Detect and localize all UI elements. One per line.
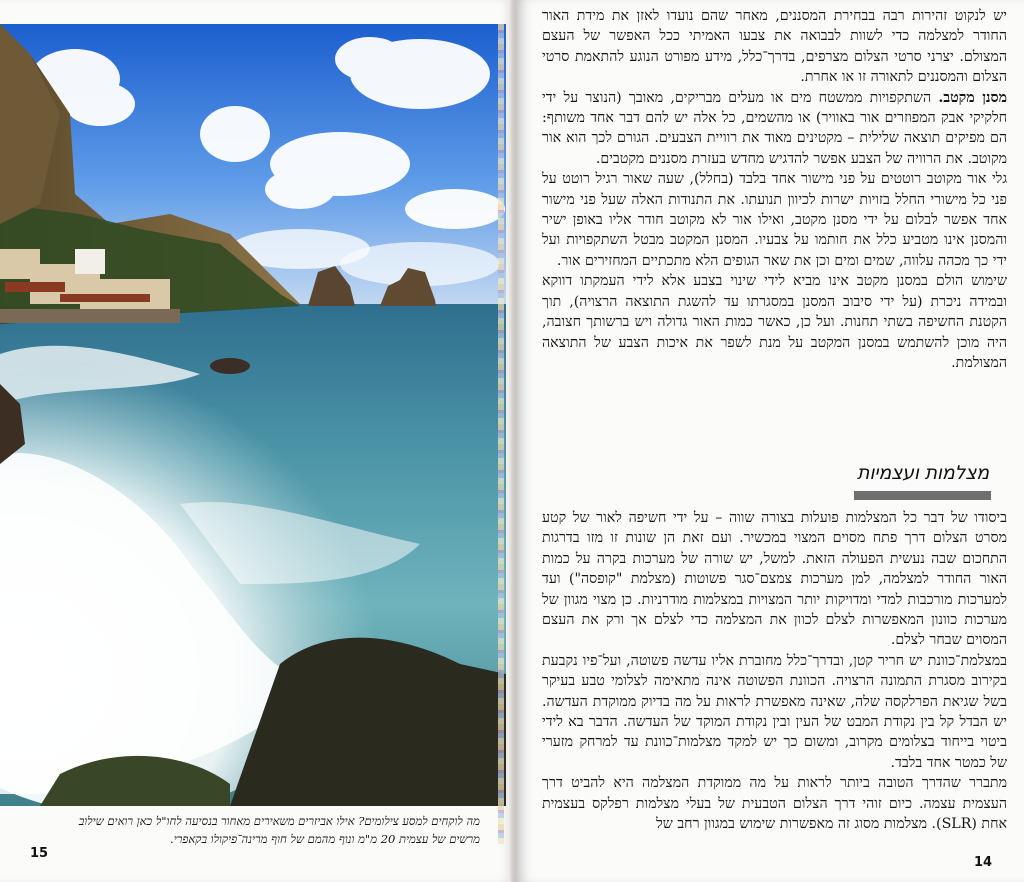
paragraph-text: גלי אור מקוטב רוטטים על פני מישור אחד בלבד (בחלל), שעה שאור רגיל רוטט על פני כל מישורי החלל בזויות ישרות לכיוון תנועתו. את התנודות האלה שעל פני מישור אחד אפשר לבלום על ידי מסנן מקטב, ואילו אור לא מקוטב חודר אליו באופן ישיר והמסנן אינו מטביע כלל את חותמו על צבעיו. המסנן המקטב מבטל השתקפויות ועל ידי כך מכהה עלווה, שמים ומים וכן את שאר הגופים הלא מתכתיים המחזירים אור. [542,171,1007,269]
page-number-left: 15 [30,846,49,861]
cameras-text-block [542,508,1007,835]
heading-underline-bar [854,491,991,500]
paragraph [542,169,1007,271]
paragraph [542,508,1007,651]
filter-text-block [542,6,1007,373]
paragraph [542,6,1007,88]
paragraph-text: במצלמת־כוונת יש חריר קטן, ובדרך־כלל מחוברת אליו עדשה פשוטה, ועל־פיו נקבעת בקירוב מסגרת התמונה הרצויה. הכוונת הפשוטה אינה מתאימה לצלומי טבע בעיקר בשל שגיאת הפרלקסה שלה, שאינה מאפשרת לראות על מה בדיוק ממוקדת העדשה. יש הבדל קל בין נקודת המבט של העין ובין נקודת המוקד של העדשה. הדבר בא לידי ביטוי בייחוד בצלומים מקרוב, ומשום כך יש למקד מצלמות־כוונת עד למרחק מזערי של כמטר אחד בלבד. [542,652,1007,771]
paragraph [542,773,1007,834]
color-bar-strip [498,24,504,844]
photo-caption: מה לוקחים למסע צילומים? אילו אביזרים משאירים מאחור בנסיעה לחו"ל כאן רואים שילוב מרשים של עצמית 20 מ"מ ונוף מהמם של חוף מרינה־פיקולו בקאפרי. [78,814,480,846]
right-page [515,0,1024,882]
paragraph-text: מתברר שהדרך הטובה ביותר לראות על מה ממוקדת המצלמה היא להביט דרך העצמית עצמה. כיום זוהי דרך הצלום הטבעית של בעלי מצלמות רפלקס בעצמית אחת (SLR). מצלמות מסוג זה מאפשרות שימוש במגוון רחב של [542,775,1007,833]
paragraph-text: יש לנקוט זהירות רבה בבחירת המסננים, מאחר שהם נועדו לאזן את מידת האור החודר למצלמה כדי לשוות לבבואה את צבעו האמיתי ככל האפשר של העצם המצולם. יצרני סרטי הצלום מצרפים, בדרך־כלל, מידע מפורט הנוגע להתאמת סרטי הצלום והמסננים לתאורה זו או אחרת. [542,8,1007,86]
paragraph [542,271,1007,373]
paragraph-text: שימוש הולם במסנן מקטב אינו מביא לידי שינוי בצבע אלא לידי העמקתו דווקא ובמידה ניכרת (על ידי סיבוב המסנן במסגרתו עד להשגת התוצאה הרצויה), תוך הקטנת החשיפה בשתי תחנות. ועל כן, כאשר כמות האור גדולה ויש ברשותך חצובה, היה מוכן להשתמש במסנן המקטב על מנת לשפר את איכות הצבע של התוצאה המצולמת. [542,273,1007,371]
paragraph-text: השתקפויות ממשטח מים או מעלים מבריקים, מאובך (הנוצר על ידי חלקיקי אבק המפוזרים אור באוויר) או מהשמים, כל אלה יש להם דבר אחד משותף: הם מפיקים תוצאה שלילית – מקטינים מאוד את רוויית הצבעים. הגורם לכך הוא אור מקוטב. את הרוויה של הצבע אפשר להדגיש מחדש בעזרת מסננים מקטבים. [542,89,1007,167]
paragraph [542,651,1007,773]
section-heading: מצלמות ועצמיות [857,462,989,484]
paragraph [542,88,1007,170]
seascape-illustration [0,24,506,806]
paragraph-lead: מסנן מקטב. [938,89,1007,106]
paragraph-text: ביסודו של דבר כל המצלמות פועלות בצורה שווה – על ידי חשיפה לאור של קטע מסרט הצלום דרך פתח מסוים המצוי במכשיר. ועם זאת הן שונות זו מזו בדרגות התחכום שבה נעשית הפעולה הזאת. למשל, יש שורה של מערכות בקרה על כמות האור החודר למצלמה, למן מערכות צמצם־סגר פשוטות (מצלמת "קופסה") ועד למערכות מורכבות למדי ומדויקות יותר המצויות במצלמות מודרניות. כן מצוי מגוון של מערכות כוונון המאפשרות לצלם לכוון את המצלמה כדי לצלם אך ורק את העצם המסוים שבחר לצלם. [542,510,1007,649]
coastline-photo [0,24,506,806]
page-number-right: 14 [974,855,993,870]
